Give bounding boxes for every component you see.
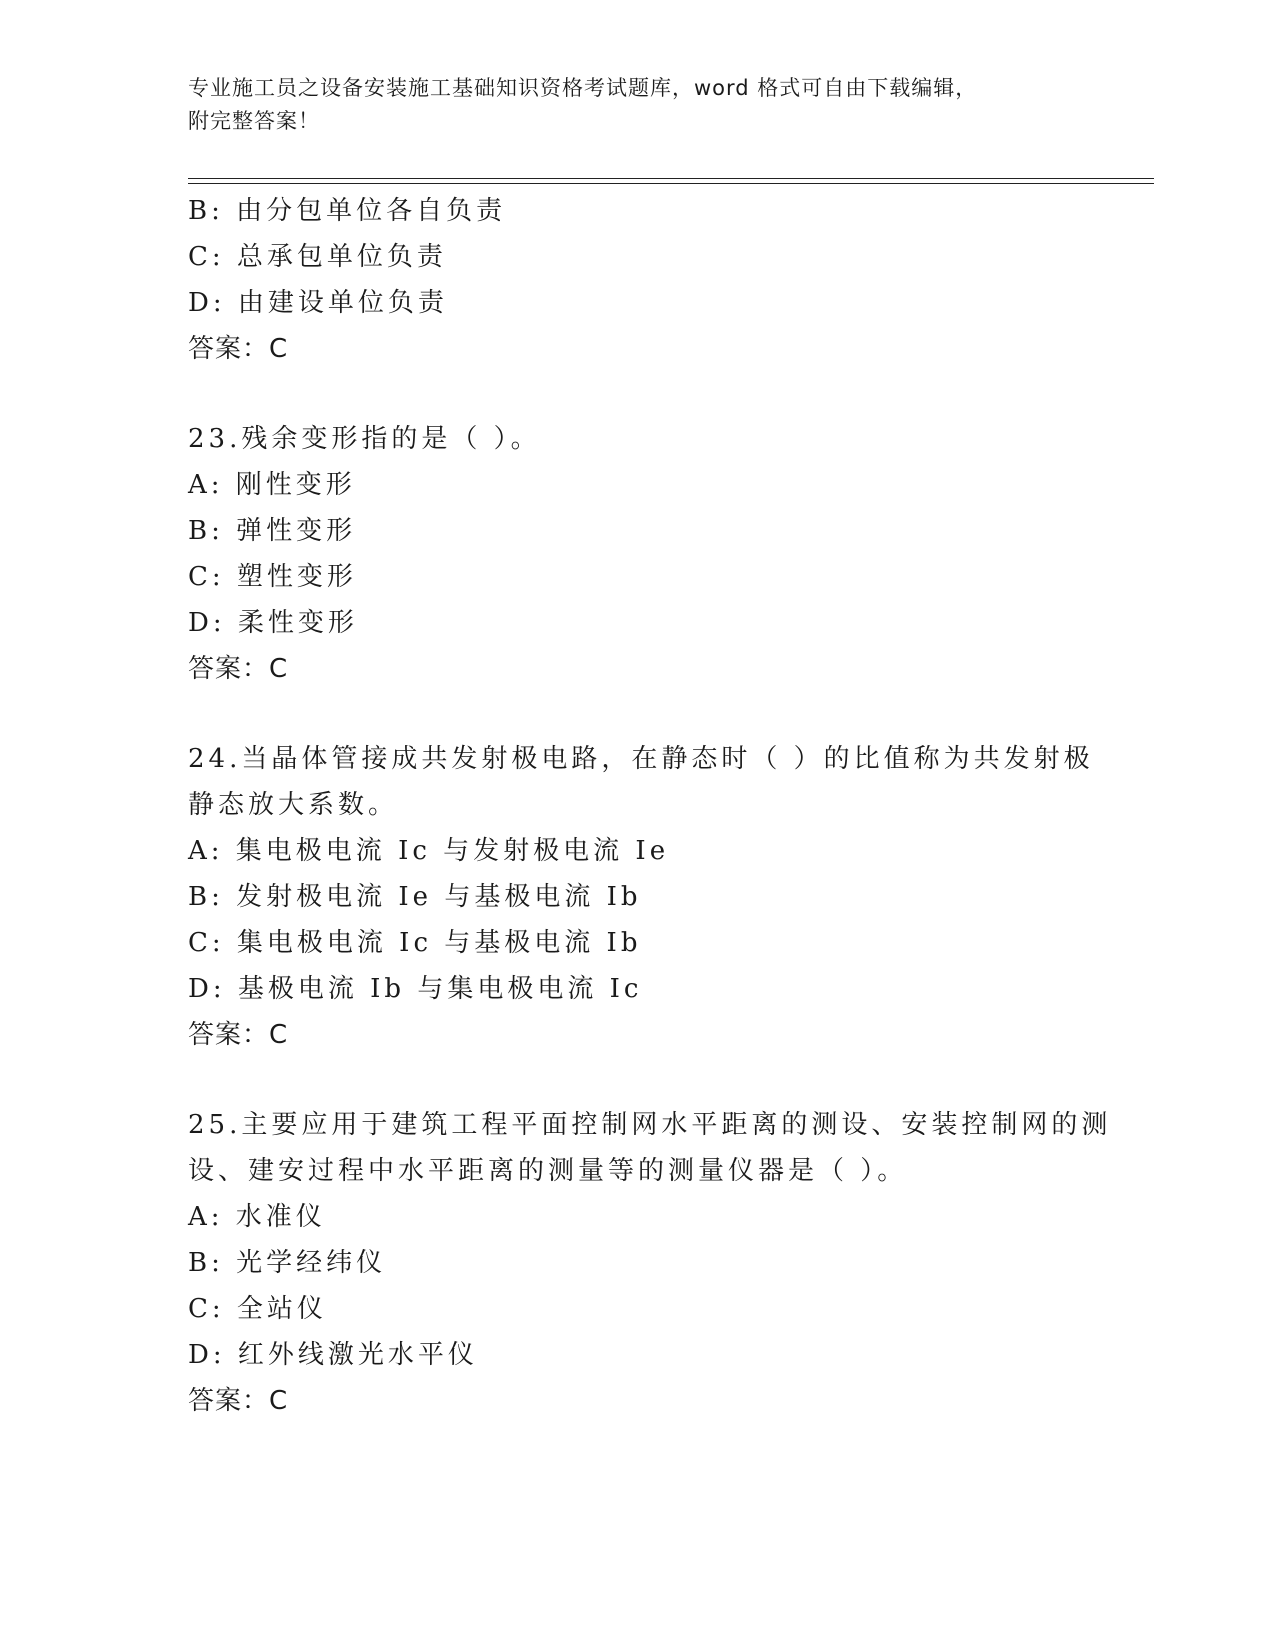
option-b: B: 由分包单位各自负责 — [188, 196, 507, 226]
header-divider-top — [188, 178, 1154, 179]
question-text: 25.主要应用于建筑工程平面控制网水平距离的测设、安装控制网的测 — [188, 1110, 1112, 1140]
answer-line: 答案：C — [188, 1020, 289, 1050]
question-block-25 — [188, 1102, 1148, 1424]
option-c: C: 全站仪 — [188, 1294, 327, 1324]
header-line-2: 附完整答案！ — [188, 109, 320, 133]
question-block-23 — [188, 416, 1148, 692]
question-block-22 — [188, 188, 1148, 372]
question-list — [188, 188, 1148, 1424]
option-d: D: 柔性变形 — [188, 608, 358, 638]
option-d: D: 基极电流 Ib 与集电极电流 Ic — [188, 974, 643, 1004]
option-a: A: 刚性变形 — [188, 470, 356, 500]
option-b: B: 弹性变形 — [188, 516, 357, 546]
answer-line: 答案：C — [188, 654, 289, 684]
block-spacer — [188, 1058, 1148, 1102]
option-c: C: 集电极电流 Ic 与基极电流 Ib — [188, 928, 642, 958]
question-text: 23.残余变形指的是（ ）。 — [188, 424, 541, 454]
question-text-continued: 静态放大系数。 — [188, 790, 399, 820]
option-a: A: 集电极电流 Ic 与发射极电流 Ie — [188, 836, 670, 866]
option-c: C: 塑性变形 — [188, 562, 357, 592]
block-spacer — [188, 372, 1148, 416]
option-b: B: 发射极电流 Ie 与基极电流 Ib — [188, 882, 642, 912]
header-divider-bottom — [188, 183, 1154, 184]
question-text: 24.当晶体管接成共发射极电路，在静态时（ ）的比值称为共发射极 — [188, 744, 1094, 774]
option-a: A: 水准仪 — [188, 1202, 326, 1232]
option-b: B: 光学经纬仪 — [188, 1248, 387, 1278]
question-block-24 — [188, 736, 1148, 1058]
answer-line: 答案：C — [188, 334, 289, 364]
option-c: C: 总承包单位负责 — [188, 242, 447, 272]
question-text-continued: 设、建安过程中水平距离的测量等的测量仪器是（ ）。 — [188, 1156, 908, 1186]
option-d: D: 由建设单位负责 — [188, 288, 448, 318]
block-spacer — [188, 692, 1148, 736]
option-d: D: 红外线激光水平仪 — [188, 1340, 478, 1370]
header-line-1: 专业施工员之设备安装施工基础知识资格考试题库，word 格式可自由下载编辑， — [188, 76, 978, 100]
document-header — [188, 72, 1088, 138]
answer-line: 答案：C — [188, 1386, 289, 1416]
